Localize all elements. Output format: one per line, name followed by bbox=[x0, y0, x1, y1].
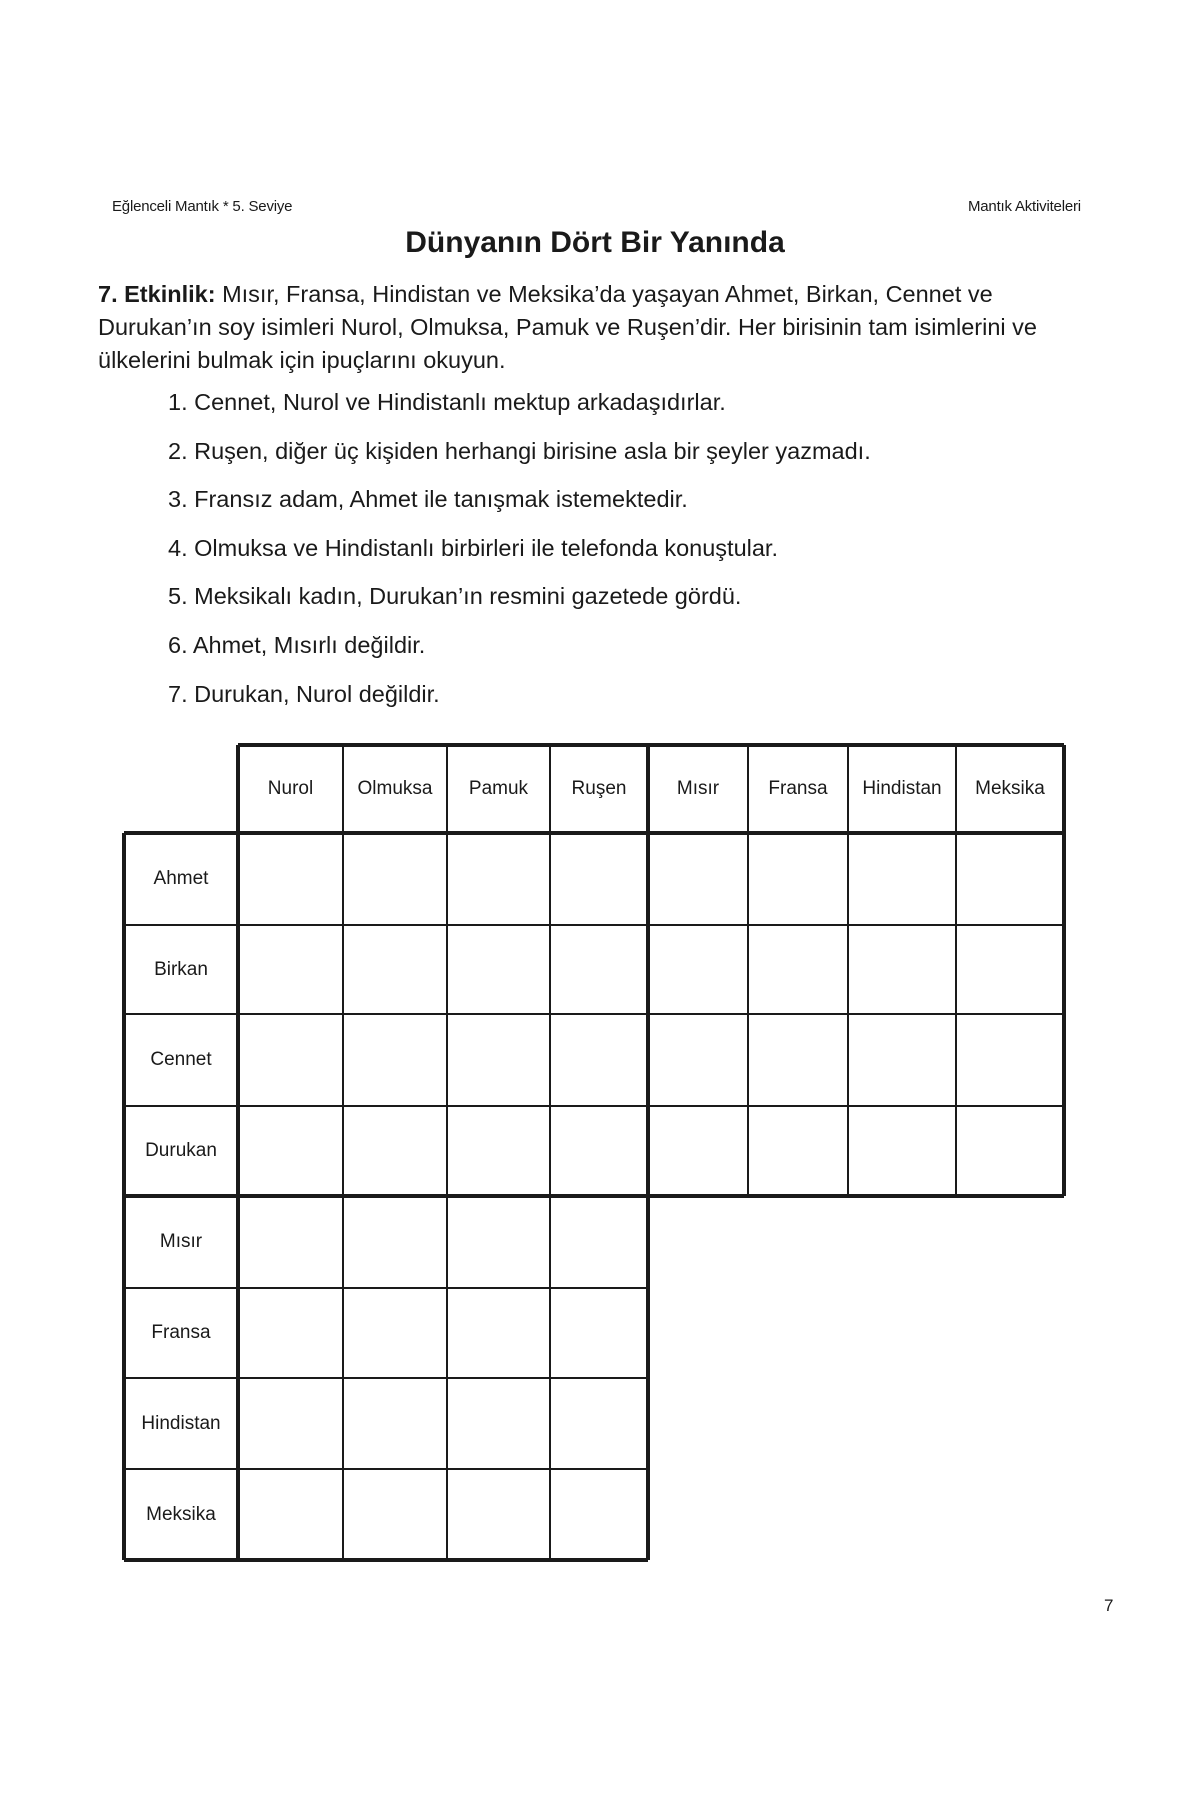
grid-cell[interactable] bbox=[648, 1014, 748, 1106]
row-header: Birkan bbox=[154, 958, 208, 980]
column-header: Ruşen bbox=[571, 778, 627, 799]
grid-line bbox=[124, 1194, 1064, 1197]
clue-item: 7. Durukan, Nurol değildir. bbox=[168, 680, 440, 707]
grid-line bbox=[955, 745, 956, 1196]
column-header: Nurol bbox=[267, 778, 314, 799]
grid-line bbox=[124, 831, 1064, 834]
page-header-right: Mantık Aktiviteleri bbox=[968, 198, 1081, 215]
grid-cell[interactable] bbox=[956, 925, 1064, 1014]
grid-cell[interactable] bbox=[447, 1196, 550, 1288]
grid-cell[interactable] bbox=[550, 1469, 648, 1560]
grid-line bbox=[124, 1013, 1064, 1014]
grid-cell[interactable] bbox=[447, 925, 550, 1014]
grid-cell[interactable] bbox=[238, 833, 343, 925]
grid-cell[interactable] bbox=[550, 925, 648, 1014]
clue-item: 4. Olmuksa ve Hindistanlı birbirleri ile telefonda konuştular. bbox=[168, 534, 778, 561]
grid-cell[interactable] bbox=[848, 1106, 956, 1196]
grid-cell[interactable] bbox=[648, 1106, 748, 1196]
grid-cell[interactable] bbox=[648, 833, 748, 925]
grid-line bbox=[342, 745, 343, 1560]
page-header-left: Eğlenceli Mantık * 5. Seviye bbox=[112, 198, 293, 215]
column-header: Hindistan bbox=[862, 778, 942, 799]
grid-cell[interactable] bbox=[238, 925, 343, 1014]
grid-cell[interactable] bbox=[343, 1469, 447, 1560]
grid-cell[interactable] bbox=[550, 1014, 648, 1106]
clue-item: 1. Cennet, Nurol ve Hindistanlı mektup arkadaşıdırlar. bbox=[168, 389, 726, 415]
grid-cell[interactable] bbox=[238, 1469, 343, 1560]
clue-item: 3. Fransız adam, Ahmet ile tanışmak istemektedir. bbox=[168, 486, 688, 513]
grid-cell[interactable] bbox=[550, 1196, 648, 1288]
grid-line bbox=[124, 1558, 648, 1561]
grid-line bbox=[238, 743, 1064, 746]
grid-cell[interactable] bbox=[956, 1106, 1064, 1196]
grid-cell[interactable] bbox=[748, 833, 848, 925]
row-header: Ahmet bbox=[153, 868, 209, 889]
grid-line bbox=[124, 924, 1064, 925]
row-header: Durukan bbox=[145, 1140, 217, 1161]
grid-cell[interactable] bbox=[447, 1288, 550, 1378]
grid-cell[interactable] bbox=[447, 833, 550, 925]
grid-line bbox=[446, 745, 447, 1560]
row-header: Cennet bbox=[150, 1049, 212, 1070]
grid-cell[interactable] bbox=[238, 1378, 343, 1469]
grid-cell[interactable] bbox=[343, 1288, 447, 1378]
grid-cell[interactable] bbox=[848, 833, 956, 925]
grid-cell[interactable] bbox=[343, 1378, 447, 1469]
clue-list bbox=[168, 388, 871, 728]
grid-cell[interactable] bbox=[748, 1014, 848, 1106]
column-header: Pamuk bbox=[468, 778, 529, 799]
grid-line bbox=[122, 833, 125, 1560]
grid-cell[interactable] bbox=[238, 1106, 343, 1196]
grid-line bbox=[124, 1377, 648, 1378]
grid-cell[interactable] bbox=[848, 925, 956, 1014]
page-number: 7 bbox=[1104, 1596, 1114, 1615]
grid-cell[interactable] bbox=[343, 1106, 447, 1196]
grid-cell[interactable] bbox=[447, 1469, 550, 1560]
grid-cell[interactable] bbox=[238, 1014, 343, 1106]
grid-cell[interactable] bbox=[550, 1378, 648, 1469]
grid-cell[interactable] bbox=[648, 925, 748, 1014]
column-header: Meksika bbox=[975, 778, 1045, 799]
activity-text: Mısır, Fransa, Hindistan ve Meksika’da yaşayan Ahmet, Birkan, Cennet ve Durukan’ın soy isimleri Nurol, Olmuksa, Pamuk ve Ruşen’dir. Her birisinin tam isimlerini ve ülkelerini bulmak için ipuçlarını okuyun. bbox=[98, 281, 1037, 373]
grid-cell[interactable] bbox=[447, 1106, 550, 1196]
grid-cell[interactable] bbox=[550, 1106, 648, 1196]
row-header: Meksika bbox=[146, 1503, 216, 1525]
grid-cell[interactable] bbox=[343, 1196, 447, 1288]
grid-cell[interactable] bbox=[343, 925, 447, 1014]
grid-cell[interactable] bbox=[550, 833, 648, 925]
row-header: Mısır bbox=[159, 1231, 203, 1252]
grid-cell[interactable] bbox=[238, 1196, 343, 1288]
column-header: Mısır bbox=[676, 778, 720, 799]
grid-cell[interactable] bbox=[748, 925, 848, 1014]
grid-line bbox=[236, 745, 239, 1560]
grid-line bbox=[646, 745, 649, 1560]
grid-cell[interactable] bbox=[848, 1014, 956, 1106]
grid-cell[interactable] bbox=[748, 1106, 848, 1196]
grid-line bbox=[549, 745, 550, 1560]
grid-line bbox=[847, 745, 848, 1196]
activity-label: 7. Etkinlik: bbox=[98, 281, 216, 307]
clue-item: 2. Ruşen, diğer üç kişiden herhangi birisine asla bir şeyler yazmadı. bbox=[168, 437, 871, 464]
grid-line bbox=[747, 745, 748, 1196]
column-header: Olmuksa bbox=[357, 778, 433, 799]
row-header: Fransa bbox=[151, 1322, 211, 1343]
grid-cell[interactable] bbox=[343, 1014, 447, 1106]
grid-cell[interactable] bbox=[238, 1288, 343, 1378]
grid-line bbox=[124, 1105, 1064, 1106]
column-header: Fransa bbox=[768, 778, 828, 799]
grid-cell[interactable] bbox=[956, 833, 1064, 925]
grid-cell[interactable] bbox=[447, 1378, 550, 1469]
page-title: Dünyanın Dört Bir Yanında bbox=[405, 226, 785, 259]
clue-item: 5. Meksikalı kadın, Durukan’ın resmini gazetede gördü. bbox=[168, 583, 742, 610]
clue-item: 6. Ahmet, Mısırlı değildir. bbox=[168, 631, 426, 658]
row-header: Hindistan bbox=[141, 1412, 221, 1434]
grid-cell[interactable] bbox=[343, 833, 447, 925]
grid-line bbox=[1062, 745, 1065, 1196]
grid-cell[interactable] bbox=[447, 1014, 550, 1106]
grid-cell[interactable] bbox=[550, 1288, 648, 1378]
grid-cell[interactable] bbox=[956, 1014, 1064, 1106]
activity-intro bbox=[98, 278, 1088, 377]
grid-line bbox=[124, 1468, 648, 1469]
grid-line bbox=[124, 1287, 648, 1288]
